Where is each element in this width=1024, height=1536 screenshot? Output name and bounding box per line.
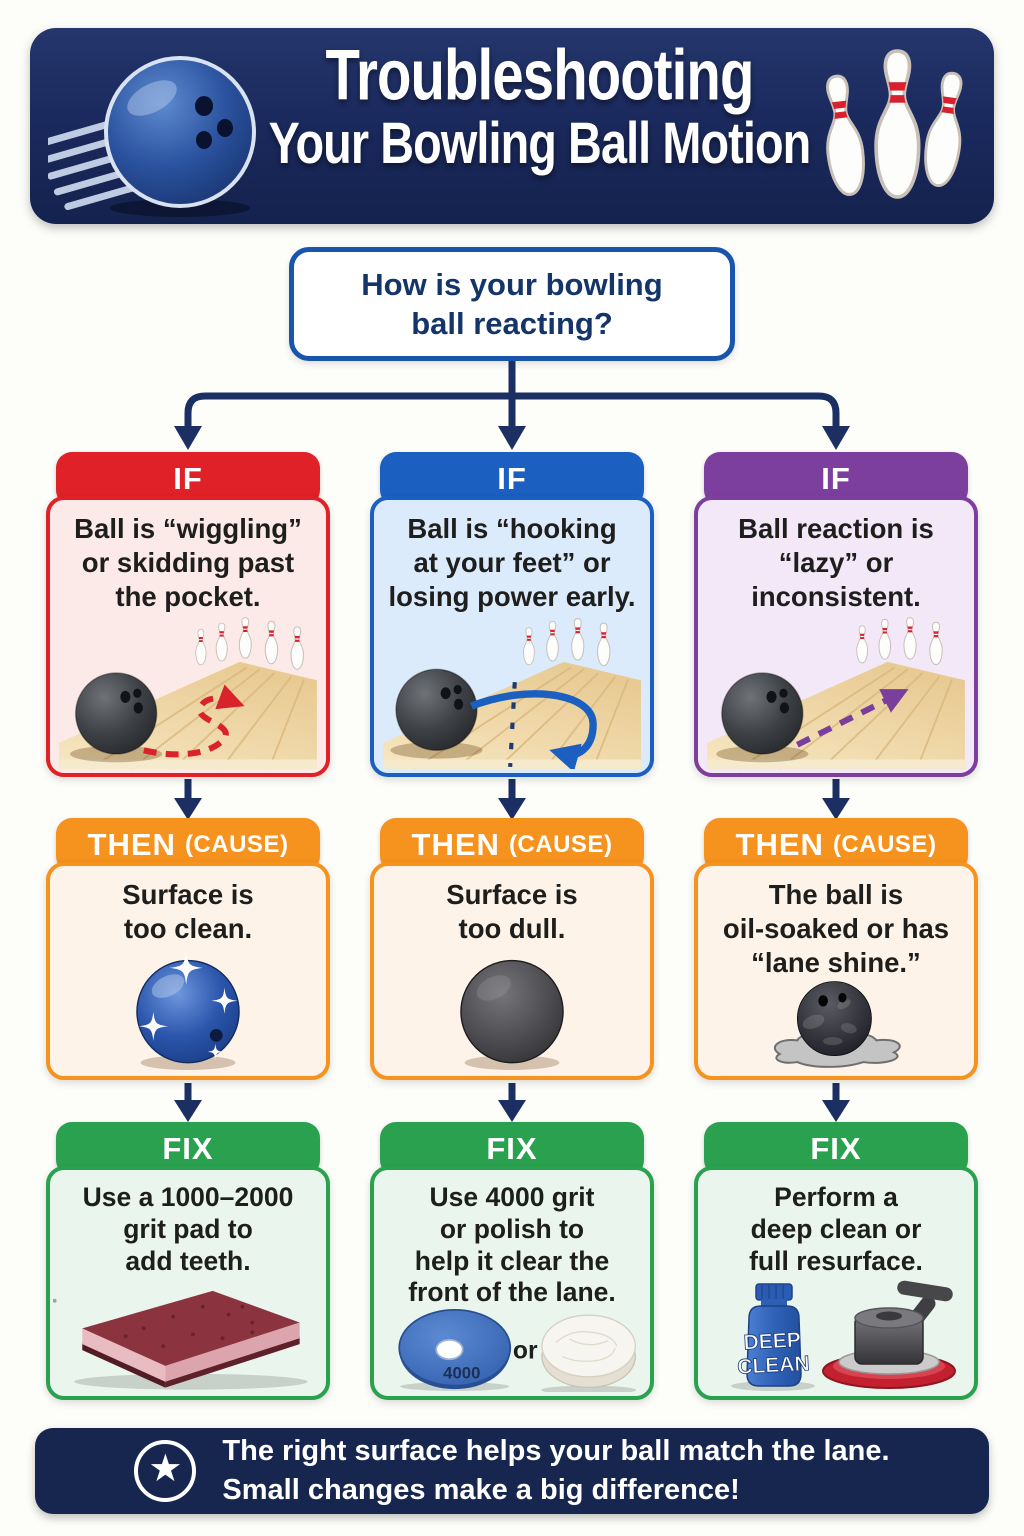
ball-icon	[722, 673, 803, 754]
grit-disc-label: 4000	[443, 1363, 481, 1383]
fix-box-polish	[370, 1122, 654, 1400]
ball-icon	[76, 673, 157, 754]
page-title	[225, 34, 854, 177]
svg-text:DEEP: DEEP	[743, 1328, 802, 1355]
title-line-2: Your Bowling Ball Motion	[268, 111, 811, 177]
question-line-1: How is your bowling	[361, 266, 663, 302]
ball-icon	[396, 670, 477, 751]
or-label: or	[512, 1337, 538, 1365]
if-box-hooking	[370, 452, 654, 777]
if-box-wiggling	[46, 452, 330, 777]
question-box	[289, 247, 735, 361]
then-text: “lane shine.”	[751, 947, 921, 979]
if-text: the pocket.	[115, 581, 261, 613]
shiny-ball-illustration	[106, 946, 270, 1072]
cause-label: (CAUSE)	[184, 831, 289, 858]
fix-text: Use 4000 grit	[429, 1182, 595, 1212]
cause-label: (CAUSE)	[508, 831, 613, 858]
footer-line-2: Small changes make a big difference!	[222, 1474, 740, 1506]
lane-illustration-wiggling	[52, 614, 324, 769]
footer-line-1: The right surface helps your ball match the lane.	[222, 1434, 890, 1467]
fix-text: or polish to	[439, 1213, 585, 1244]
fix-text: help it clear the	[414, 1245, 610, 1276]
if-header: IF	[704, 452, 968, 506]
fix-text: add teeth.	[125, 1245, 251, 1276]
grit-disc-illustration	[377, 1309, 647, 1392]
if-text: or skidding past	[81, 547, 295, 579]
if-text: “lazy” or	[778, 547, 894, 579]
fix-box-grit-pad	[46, 1122, 330, 1400]
pins-icon	[856, 618, 942, 665]
then-text: The ball is	[768, 879, 904, 910]
oily-ball-illustration	[738, 980, 934, 1072]
cleaner-bottle-icon	[736, 1284, 811, 1386]
fix-text: full resurface.	[749, 1245, 923, 1276]
star-icon: ★	[134, 1440, 196, 1502]
fix-text: grit pad to	[123, 1213, 253, 1244]
dull-ball-illustration	[430, 946, 594, 1072]
if-text: Ball reaction is	[738, 513, 934, 544]
fix-header: FIX	[704, 1122, 968, 1176]
bottle-label	[736, 1328, 811, 1379]
header-banner	[30, 28, 994, 224]
then-text: too dull.	[458, 913, 566, 945]
if-text: Ball is “hooking	[407, 513, 617, 544]
fix-header: FIX	[380, 1122, 644, 1176]
grit-pad-illustration	[53, 1277, 323, 1392]
then-box-oil-soaked	[694, 818, 978, 1080]
fix-text: Use a 1000–2000	[82, 1182, 294, 1212]
fix-text: front of the lane.	[408, 1277, 616, 1308]
footer-text	[222, 1432, 889, 1510]
svg-text:CLEAN: CLEAN	[736, 1352, 811, 1379]
footer-banner	[35, 1428, 989, 1514]
title-line-1: Troubleshooting	[325, 34, 754, 116]
if-text: inconsistent.	[751, 581, 921, 613]
fix-text: Perform a	[774, 1182, 898, 1212]
cause-label: (CAUSE)	[832, 831, 937, 858]
if-header: IF	[380, 452, 644, 506]
if-text: Ball is “wiggling”	[74, 513, 302, 544]
lane-illustration-lazy	[700, 614, 972, 769]
question-line-2: ball reacting?	[411, 306, 613, 341]
resurfacer-machine-icon	[823, 1280, 955, 1388]
then-text: oil-soaked or has	[722, 913, 950, 945]
then-box-too-clean	[46, 818, 330, 1080]
if-box-lazy	[694, 452, 978, 777]
fix-header: FIX	[56, 1122, 320, 1176]
then-box-too-dull	[370, 818, 654, 1080]
if-text: at your feet” or	[413, 547, 611, 579]
then-text: Surface is	[122, 879, 254, 910]
if-header: IF	[56, 452, 320, 506]
then-label: THEN	[87, 827, 176, 862]
pins-icon	[523, 619, 610, 666]
then-text: too clean.	[123, 913, 253, 945]
pins-icon	[195, 618, 303, 670]
deep-clean-illustration	[701, 1278, 971, 1392]
then-label: THEN	[411, 827, 500, 862]
then-text: Surface is	[446, 879, 578, 910]
then-label: THEN	[735, 827, 824, 862]
if-text: losing power early.	[388, 581, 636, 613]
lane-illustration-hooking	[376, 614, 648, 769]
fix-box-deep-clean	[694, 1122, 978, 1400]
fix-text: deep clean or	[750, 1213, 922, 1244]
